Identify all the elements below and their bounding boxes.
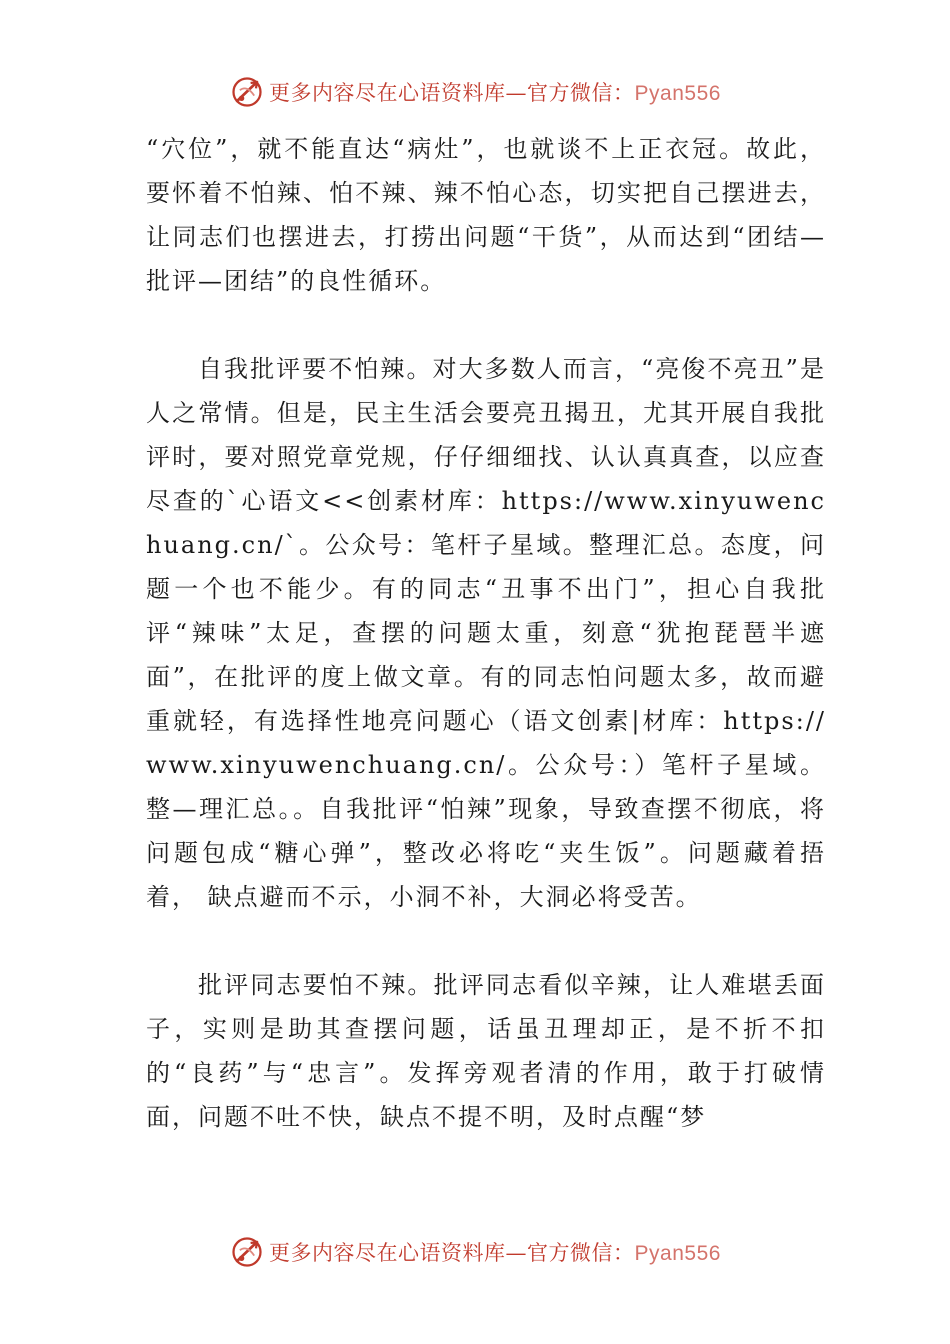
footer-banner-label: 更多内容尽在心语资料库—官方微信： — [269, 1241, 635, 1265]
header-banner — [0, 72, 950, 112]
header-banner-text — [269, 77, 721, 107]
paragraph-criticize-comrades: 批评同志要怕不辣。批评同志看似辛辣，让人难堪丢面子，实则是助其查摆问题，话虽丑理却正，是不折不扣的“良药”与“忠言”。发挥旁观者清的作用，敢于打破情面，问题不吐不快，缺点不提不明，及时点醒“梦 — [146, 971, 826, 1131]
header-wechat-id: Pyan556 — [634, 82, 721, 105]
xinyu-logo-icon — [229, 74, 265, 110]
document-body — [146, 127, 826, 1139]
footer-wechat-id: Pyan556 — [634, 1242, 721, 1265]
xinyu-logo-icon — [229, 1234, 265, 1270]
header-banner-label: 更多内容尽在心语资料库—官方微信： — [269, 81, 635, 105]
paragraph-self-criticism: 自我批评要不怕辣。对大多数人而言，“亮俊不亮丑”是人之常情。但是，民主生活会要亮丑揭丑，尤其开展自我批评时，要对照党章党规，仔仔细细找、认认真真查，以应查尽查的`心语文<<创素材库：https://www.xinyuwenchuang.cn/`。公众号：笔杆子星域。整理汇总。态度，问题一个也不能少。有的同志“丑事不出门”，担心自我批评“辣味”太足，查摆的问题太重，刻意“犹抱琵琶半遮面”，在批评的度上做文章。有的同志怕问题太多，故而避重就轻，有选择性地亮问题心（语文创素|材库：https://www.xinyuwenchuang.cn/。公众号：）笔杆子星域。整—理汇总。。自我批评“怕辣”现象，导致查摆不彻底，将问题包成“糖心弹”，整改必将吃“夹生饭”。问题藏着捂着， 缺点避而不示，小洞不补，大洞必将受苦。 — [146, 355, 826, 911]
footer-banner — [0, 1232, 950, 1272]
footer-banner-text — [269, 1237, 721, 1267]
paragraph-continuation: “穴位”，就不能直达“病灶”，也就谈不上正衣冠。故此，要怀着不怕辣、怕不辣、辣不怕心态，切实把自己摆进去，让同志们也摆进去，打捞出问题“干货”，从而达到“团结—批评—团结”的良性循环。 — [146, 135, 826, 295]
